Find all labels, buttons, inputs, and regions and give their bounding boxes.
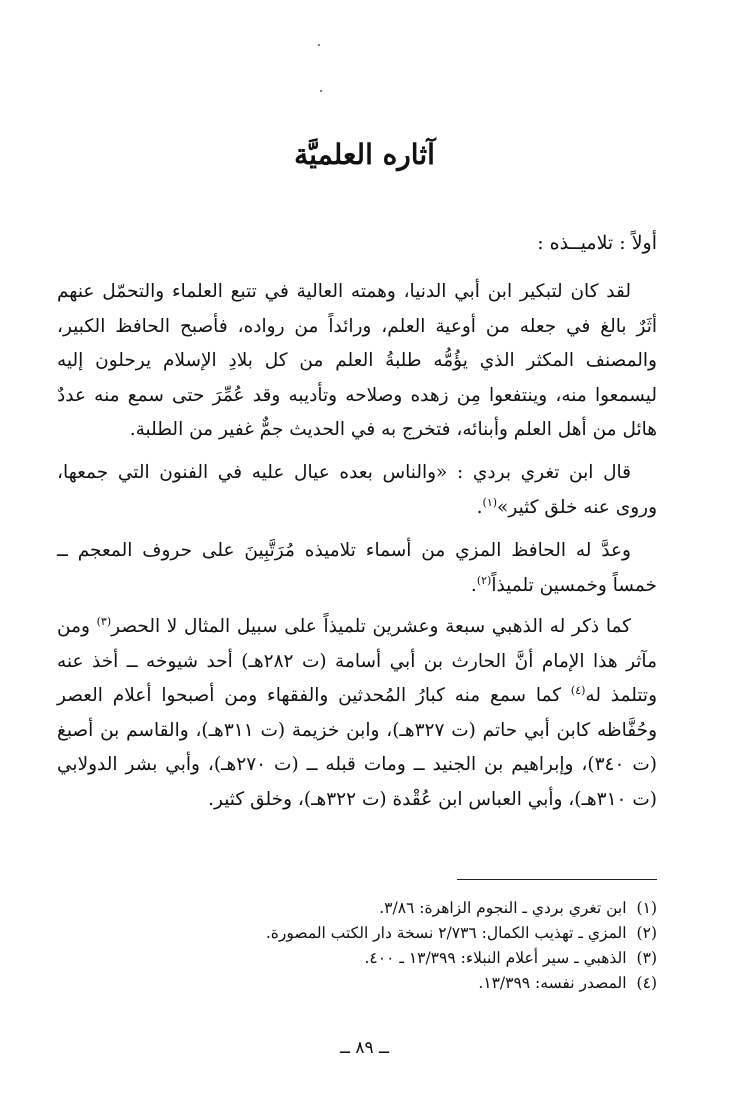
footnote-ref-1: (١) — [482, 495, 498, 509]
footnote-item — [57, 971, 657, 996]
footnote-text: الذهبي ـ سير أعلام النبلاء: ١٣/٣٩٩ ـ ٤٠٠. — [364, 949, 627, 967]
paragraph-4-text-c: كما سمع منه كبارُ المُحدثين والفقهاء ومن أصبحوا أعلام العصر وحُفَّاظه كابن أبي حاتم (ت ٣٢٧هـ)، وابن خزيمة (ت ٣١١هـ)، والقاسم بن أصبغ (ت ٣٤٠)، وإبراهيم بن الجنيد ــ ومات قبله ــ (ت ٢٧٠هـ)، وأبي بشر الدولابي (ت ٣١٠هـ)، وأبي العباس ابن عُقْدة (ت ٣٢٢هـ)، وخلق كثير. — [57, 685, 658, 810]
page-title: آثاره العلميَّة — [294, 138, 435, 171]
paragraph-2-end: . — [476, 496, 483, 518]
paragraph-2 — [57, 456, 657, 525]
footnotes — [57, 896, 657, 996]
section-heading: أولاً : تلاميــذه : — [537, 232, 657, 254]
paragraph-1-text: لقد كان لتبكير ابن أبي الدنيا، وهمته العالية في تتبع العلماء والتحمّل عنهم أثَرٌ بالغ في جعله من أوعية العلم، ورائداً من رواده، فأصبح الحافظ الكبير، والمصنف المكثر الذي يؤُمُّه طلبةُ العلم من كل بلادِ الإسلام يرحلون إليه ليسمعوا منه، وينتفعوا مِن زهده وصلاحه وتأديبه وقد عُمِّرَ حتى سمع منه عددٌ هائل من أهل العلم وأبنائه، فتخرج به في الحديث جمٌّ غفير من الطلبة. — [57, 281, 657, 440]
footnote-ref-4: (٤) — [570, 683, 586, 697]
page-number: ــ ٨٩ ــ — [339, 1038, 389, 1058]
paragraph-1 — [57, 275, 657, 448]
footnote-text: المصدر نفسه: ١٣/٣٩٩. — [478, 974, 627, 992]
footnote-item — [57, 896, 657, 921]
paragraph-3-end: . — [470, 574, 477, 596]
footnote-ref-3: (٣) — [96, 614, 112, 628]
footnote-number: (١) — [636, 899, 657, 917]
footnote-number: (٤) — [636, 974, 657, 992]
footnote-item — [57, 946, 657, 971]
footnote-number: (٣) — [636, 949, 657, 967]
footnote-text: ابن تغري بردي ـ النجوم الزاهرة: ٣/٨٦. — [379, 899, 627, 917]
footnote-number: (٢) — [636, 924, 657, 942]
speck-mark — [320, 90, 322, 92]
footnote-text: المزي ـ تهذيب الكمال: ٢/٧٣٦ نسخة دار الكتب المصورة. — [265, 924, 627, 942]
paragraph-2-text: قال ابن تغري بردي : «والناس بعده عيال عليه في الفنون التي جمعها، وروى عنه خلق كثير» — [57, 462, 657, 518]
paragraph-4-text-a: كما ذكر له الذهبي سبعة وعشرين تلميذاً على سبيل المثال لا الحصر — [111, 616, 631, 637]
footnote-item — [57, 921, 657, 946]
paragraph-3 — [57, 534, 657, 603]
paragraph-4-text-b: ومن مآثر هذا الإمام أنَّ الحارث بن أبي أسامة (ت ٢٨٢هـ) أحد شيوخه ــ أخذ عنه وتتلمذ له — [57, 616, 658, 706]
footnote-separator — [457, 879, 657, 880]
speck-mark — [318, 44, 320, 46]
paragraph-4 — [57, 610, 657, 817]
footnote-ref-2: (٢) — [476, 573, 492, 587]
paragraph-3-text: وعدَّ له الحافظ المزي من أسماء تلاميذه مُرَتَّبِينَ على حروف المعجم ــ خمساً وخمسين تلميذاً — [57, 540, 657, 596]
